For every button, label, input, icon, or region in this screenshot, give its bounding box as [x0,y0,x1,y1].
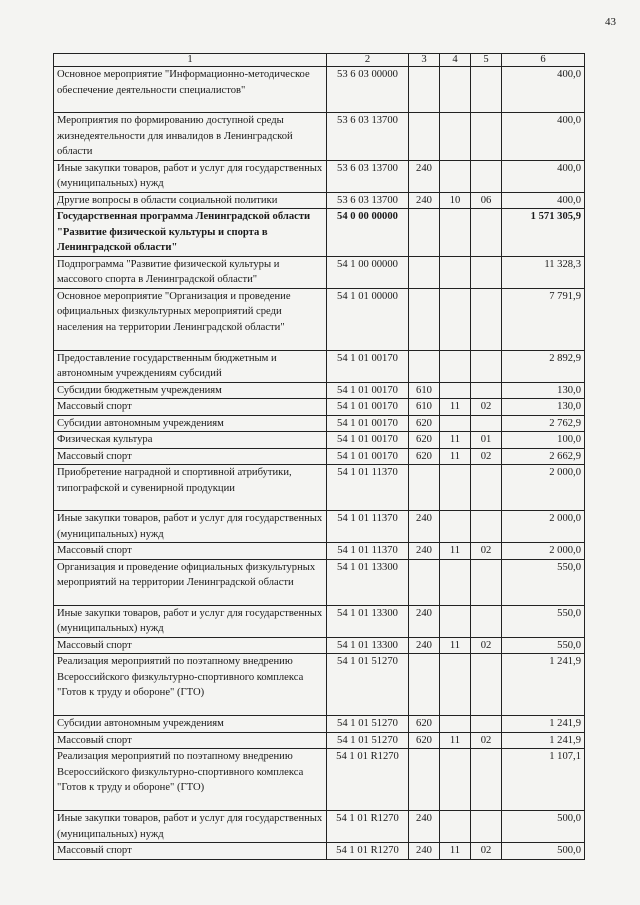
row-subsection-cell: 02 [471,399,502,416]
table-row [54,192,585,209]
row-section-cell: 11 [440,448,471,465]
page-number: 43 [605,16,616,28]
table-row [54,749,585,811]
row-name-cell: Предоставление государственным бюджетным и автономным учреждениям субсидий [54,350,327,382]
table-row [54,448,585,465]
row-expense-type-cell [409,67,440,113]
table-row [54,559,585,605]
row-code-cell: 54 1 01 R1270 [327,843,409,860]
row-name-cell: Субсидии автономным учреждениям [54,716,327,733]
column-number-row [54,54,585,67]
row-expense-type-cell: 620 [409,716,440,733]
row-expense-type-cell [409,256,440,288]
row-section-cell [440,559,471,605]
row-section-cell [440,209,471,257]
row-section-cell [440,350,471,382]
row-expense-type-cell: 620 [409,432,440,449]
table-body [54,67,585,860]
row-name-cell: Массовый спорт [54,637,327,654]
row-code-cell: 54 1 01 11370 [327,465,409,511]
row-expense-type-cell: 620 [409,732,440,749]
row-section-cell [440,415,471,432]
row-code-cell: 54 1 00 00000 [327,256,409,288]
row-name-cell: Массовый спорт [54,732,327,749]
table-row [54,288,585,350]
table-row [54,654,585,716]
row-name-cell: Приобретение наградной и спортивной атрибутики, типографской и сувенирной продукции [54,465,327,511]
row-name-cell: Массовый спорт [54,448,327,465]
row-subsection-cell [471,511,502,543]
row-code-cell: 54 1 01 00170 [327,432,409,449]
column-header: 4 [440,54,471,67]
row-expense-type-cell: 620 [409,415,440,432]
table-row [54,637,585,654]
row-section-cell [440,511,471,543]
row-name-cell: Массовый спорт [54,843,327,860]
row-subsection-cell [471,749,502,811]
row-code-cell: 54 1 01 51270 [327,654,409,716]
row-sum-cell: 1 241,9 [502,732,585,749]
row-code-cell: 54 1 01 51270 [327,716,409,733]
row-subsection-cell: 02 [471,637,502,654]
row-sum-cell: 130,0 [502,399,585,416]
row-sum-cell: 400,0 [502,160,585,192]
row-sum-cell: 2 662,9 [502,448,585,465]
row-code-cell: 54 1 01 00170 [327,382,409,399]
row-sum-cell: 400,0 [502,113,585,161]
row-name-cell: Массовый спорт [54,543,327,560]
row-subsection-cell [471,605,502,637]
row-code-cell: 54 1 01 11370 [327,543,409,560]
table-row [54,256,585,288]
row-expense-type-cell [409,749,440,811]
row-name-cell: Основное мероприятие "Информационно-методическое обеспечение деятельности специалистов" [54,67,327,113]
table-row [54,511,585,543]
row-expense-type-cell: 240 [409,160,440,192]
row-section-cell: 11 [440,432,471,449]
row-sum-cell: 100,0 [502,432,585,449]
row-code-cell: 54 1 01 11370 [327,511,409,543]
column-header: 3 [409,54,440,67]
row-sum-cell: 11 328,3 [502,256,585,288]
row-code-cell: 53 6 03 13700 [327,113,409,161]
row-name-cell: Мероприятия по формированию доступной среды жизнедеятельности для инвалидов в Ленинградской области [54,113,327,161]
table-row [54,732,585,749]
row-name-cell: Реализация мероприятий по поэтапному внедрению Всероссийского физкультурно-спортивного комплекса "Готов к труду и обороне" (ГТО) [54,654,327,716]
row-section-cell [440,811,471,843]
row-name-cell: Реализация мероприятий по поэтапному внедрению Всероссийского физкультурно-спортивного комплекса "Готов к труду и обороне" (ГТО) [54,749,327,811]
row-subsection-cell [471,415,502,432]
row-expense-type-cell: 240 [409,543,440,560]
row-section-cell: 11 [440,843,471,860]
row-section-cell [440,288,471,350]
row-expense-type-cell [409,113,440,161]
row-section-cell [440,160,471,192]
row-subsection-cell [471,160,502,192]
table-row [54,811,585,843]
row-subsection-cell: 01 [471,432,502,449]
row-section-cell: 11 [440,637,471,654]
row-code-cell: 54 1 01 51270 [327,732,409,749]
row-sum-cell: 1 241,9 [502,716,585,733]
row-sum-cell: 2 000,0 [502,465,585,511]
table-row [54,209,585,257]
table-row [54,605,585,637]
row-code-cell: 53 6 03 13700 [327,160,409,192]
row-expense-type-cell: 610 [409,382,440,399]
row-subsection-cell [471,209,502,257]
row-subsection-cell [471,811,502,843]
row-subsection-cell [471,67,502,113]
row-section-cell [440,465,471,511]
row-subsection-cell [471,559,502,605]
row-name-cell: Иные закупки товаров, работ и услуг для государственных (муниципальных) нужд [54,605,327,637]
budget-table [53,53,585,860]
row-sum-cell: 2 892,9 [502,350,585,382]
row-subsection-cell [471,382,502,399]
row-expense-type-cell [409,654,440,716]
row-subsection-cell: 02 [471,732,502,749]
row-name-cell: Организация и проведение официальных физкультурных мероприятий на территории Ленинградской области [54,559,327,605]
row-code-cell: 54 1 01 00170 [327,399,409,416]
row-expense-type-cell [409,288,440,350]
row-section-cell: 11 [440,543,471,560]
row-name-cell: Иные закупки товаров, работ и услуг для государственных (муниципальных) нужд [54,511,327,543]
row-name-cell: Государственная программа Ленинградской области "Развитие физической культуры и спорта в Ленинградской области" [54,209,327,257]
table-row [54,350,585,382]
row-sum-cell: 1 107,1 [502,749,585,811]
row-expense-type-cell: 240 [409,637,440,654]
row-code-cell: 54 1 01 00170 [327,350,409,382]
row-subsection-cell [471,256,502,288]
row-name-cell: Субсидии бюджетным учреждениям [54,382,327,399]
table-row [54,543,585,560]
row-sum-cell: 1 241,9 [502,654,585,716]
row-code-cell: 54 1 01 R1270 [327,749,409,811]
row-subsection-cell: 06 [471,192,502,209]
table-row [54,465,585,511]
row-subsection-cell [471,350,502,382]
column-header: 1 [54,54,327,67]
row-section-cell: 11 [440,732,471,749]
row-sum-cell: 400,0 [502,67,585,113]
row-subsection-cell [471,288,502,350]
row-subsection-cell: 02 [471,543,502,560]
row-expense-type-cell [409,209,440,257]
column-header: 5 [471,54,502,67]
row-expense-type-cell: 610 [409,399,440,416]
table-row [54,382,585,399]
row-section-cell [440,67,471,113]
row-sum-cell: 130,0 [502,382,585,399]
row-name-cell: Иные закупки товаров, работ и услуг для государственных (муниципальных) нужд [54,160,327,192]
table-row [54,716,585,733]
row-expense-type-cell: 240 [409,192,440,209]
row-code-cell: 54 1 01 13300 [327,605,409,637]
row-sum-cell: 550,0 [502,605,585,637]
row-code-cell: 54 1 01 13300 [327,559,409,605]
row-code-cell: 53 6 03 00000 [327,67,409,113]
row-sum-cell: 1 571 305,9 [502,209,585,257]
row-name-cell: Подпрограмма "Развитие физической культуры и массового спорта в Ленинградской области" [54,256,327,288]
row-code-cell: 54 1 01 R1270 [327,811,409,843]
row-expense-type-cell: 240 [409,511,440,543]
row-sum-cell: 2 000,0 [502,543,585,560]
row-code-cell: 54 1 01 00170 [327,448,409,465]
row-code-cell: 54 0 00 00000 [327,209,409,257]
row-expense-type-cell: 620 [409,448,440,465]
column-header: 6 [502,54,585,67]
row-name-cell: Массовый спорт [54,399,327,416]
row-expense-type-cell [409,350,440,382]
row-subsection-cell [471,465,502,511]
row-sum-cell: 500,0 [502,843,585,860]
row-section-cell [440,605,471,637]
row-code-cell: 54 1 01 00000 [327,288,409,350]
row-sum-cell: 2 000,0 [502,511,585,543]
row-subsection-cell [471,113,502,161]
row-expense-type-cell: 240 [409,843,440,860]
row-code-cell: 53 6 03 13700 [327,192,409,209]
row-name-cell: Физическая культура [54,432,327,449]
row-sum-cell: 550,0 [502,637,585,654]
row-section-cell [440,113,471,161]
row-subsection-cell: 02 [471,843,502,860]
table-row [54,415,585,432]
row-name-cell: Основное мероприятие "Организация и проведение официальных физкультурных мероприятий среди населения на территории Ленинградской области" [54,288,327,350]
row-section-cell [440,749,471,811]
row-sum-cell: 550,0 [502,559,585,605]
row-section-cell [440,382,471,399]
row-code-cell: 54 1 01 13300 [327,637,409,654]
table-row [54,67,585,113]
row-sum-cell: 7 791,9 [502,288,585,350]
row-expense-type-cell: 240 [409,605,440,637]
table-row [54,113,585,161]
row-sum-cell: 400,0 [502,192,585,209]
row-section-cell: 10 [440,192,471,209]
row-code-cell: 54 1 01 00170 [327,415,409,432]
row-name-cell: Иные закупки товаров, работ и услуг для государственных (муниципальных) нужд [54,811,327,843]
row-subsection-cell: 02 [471,448,502,465]
row-section-cell [440,716,471,733]
row-subsection-cell [471,716,502,733]
row-section-cell [440,654,471,716]
table-row [54,843,585,860]
table-row [54,399,585,416]
row-name-cell: Другие вопросы в области социальной политики [54,192,327,209]
row-section-cell [440,256,471,288]
row-section-cell: 11 [440,399,471,416]
row-name-cell: Субсидии автономным учреждениям [54,415,327,432]
row-sum-cell: 2 762,9 [502,415,585,432]
row-sum-cell: 500,0 [502,811,585,843]
table-row [54,160,585,192]
row-expense-type-cell [409,559,440,605]
row-expense-type-cell [409,465,440,511]
row-subsection-cell [471,654,502,716]
column-header: 2 [327,54,409,67]
table-row [54,432,585,449]
row-expense-type-cell: 240 [409,811,440,843]
